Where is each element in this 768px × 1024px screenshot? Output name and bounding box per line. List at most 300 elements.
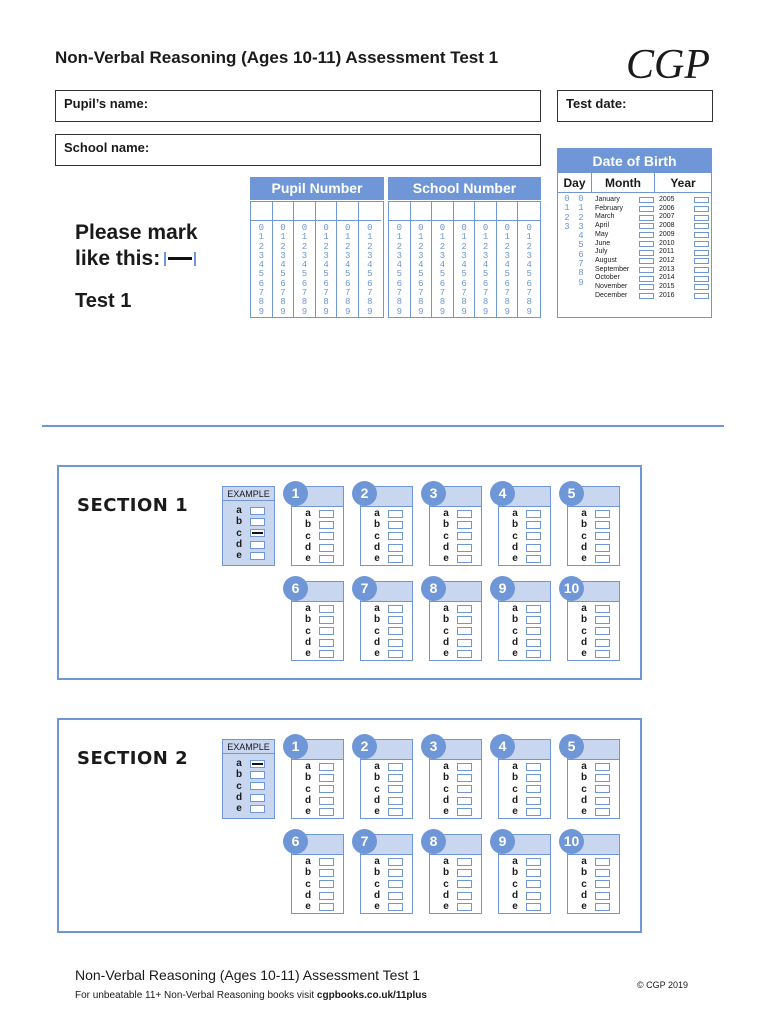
answer-option[interactable] xyxy=(499,603,550,614)
day-digit[interactable]: 9 xyxy=(578,277,584,288)
digit-option[interactable]: 0 xyxy=(396,223,402,233)
year-box[interactable] xyxy=(694,284,709,290)
answer-box[interactable] xyxy=(595,605,610,613)
digit-option[interactable]: 6 xyxy=(280,278,286,289)
answer-box[interactable] xyxy=(457,616,472,624)
digit-option[interactable]: 8 xyxy=(418,297,424,308)
digit-option[interactable]: 1 xyxy=(526,232,532,243)
dob-day-tens[interactable] xyxy=(560,195,574,288)
question-1[interactable] xyxy=(291,486,344,566)
answer-option[interactable] xyxy=(499,508,550,519)
digit-option[interactable]: 7 xyxy=(301,288,308,299)
answer-option[interactable] xyxy=(292,772,343,783)
answer-option[interactable] xyxy=(430,508,481,519)
answer-option[interactable] xyxy=(499,772,550,783)
answer-option[interactable] xyxy=(499,901,550,912)
answer-option[interactable] xyxy=(361,614,412,625)
digit-option[interactable]: 2 xyxy=(344,241,351,252)
test-date-field[interactable] xyxy=(557,90,713,122)
digit-option[interactable]: 5 xyxy=(418,269,424,280)
answer-box[interactable] xyxy=(319,627,334,635)
year-box[interactable] xyxy=(694,258,709,264)
question-9[interactable] xyxy=(498,581,551,661)
digit-option[interactable]: 0 xyxy=(344,223,351,233)
answer-box[interactable] xyxy=(388,555,403,563)
answer-option[interactable] xyxy=(430,637,481,648)
answer-box[interactable] xyxy=(319,510,334,518)
answer-options[interactable] xyxy=(499,760,550,817)
answer-box[interactable] xyxy=(319,605,334,613)
answer-options[interactable] xyxy=(361,760,412,817)
answer-box[interactable] xyxy=(526,774,541,782)
answer-options[interactable] xyxy=(499,602,550,659)
digit-option[interactable]: 3 xyxy=(301,250,308,261)
digit-option[interactable]: 3 xyxy=(396,250,402,261)
answer-option[interactable] xyxy=(430,519,481,530)
number-column[interactable] xyxy=(475,202,497,317)
number-write-box[interactable] xyxy=(475,202,496,221)
answer-option[interactable] xyxy=(499,542,550,553)
question-8[interactable] xyxy=(429,834,482,914)
digit-option[interactable]: 6 xyxy=(344,278,351,289)
day-digit[interactable]: 8 xyxy=(578,268,584,279)
digit-option[interactable]: 5 xyxy=(258,269,264,280)
digit-option[interactable]: 1 xyxy=(439,232,446,243)
pupil-name-field[interactable] xyxy=(55,90,541,122)
answer-options[interactable] xyxy=(292,507,343,564)
answer-option[interactable] xyxy=(292,542,343,553)
answer-option[interactable] xyxy=(499,784,550,795)
answer-box[interactable] xyxy=(388,510,403,518)
answer-box[interactable] xyxy=(526,639,541,647)
month-option[interactable] xyxy=(595,257,654,266)
answer-option[interactable] xyxy=(430,879,481,890)
month-option[interactable] xyxy=(595,292,654,301)
answer-option[interactable] xyxy=(430,856,481,867)
number-column[interactable] xyxy=(389,202,411,317)
number-write-box[interactable] xyxy=(316,202,337,221)
digit-option[interactable]: 3 xyxy=(323,250,329,261)
answer-option[interactable] xyxy=(361,879,412,890)
digit-option[interactable]: 3 xyxy=(280,250,286,261)
answer-box[interactable] xyxy=(319,650,334,658)
day-digit[interactable]: 3 xyxy=(578,221,584,232)
year-option[interactable] xyxy=(659,240,709,249)
answer-option[interactable] xyxy=(361,795,412,806)
answer-box[interactable] xyxy=(526,555,541,563)
answer-option[interactable] xyxy=(568,553,619,564)
answer-box[interactable] xyxy=(526,858,541,866)
digit-option[interactable]: 2 xyxy=(323,241,329,252)
digit-option[interactable]: 0 xyxy=(461,223,467,233)
digit-option[interactable]: 9 xyxy=(258,306,264,317)
year-option[interactable] xyxy=(659,283,709,292)
answer-box[interactable] xyxy=(319,808,334,816)
year-option[interactable] xyxy=(659,205,709,214)
digit-option[interactable]: 0 xyxy=(323,223,329,233)
digit-option[interactable]: 5 xyxy=(367,269,373,280)
answer-option[interactable] xyxy=(568,531,619,542)
digit-option[interactable]: 0 xyxy=(258,223,264,233)
answer-option[interactable] xyxy=(292,901,343,912)
number-write-box[interactable] xyxy=(337,202,358,221)
digit-option[interactable]: 5 xyxy=(439,269,446,280)
digit-option[interactable]: 1 xyxy=(367,232,373,243)
digit-option[interactable]: 4 xyxy=(258,260,264,271)
answer-box[interactable] xyxy=(526,605,541,613)
digit-option[interactable]: 4 xyxy=(482,260,489,271)
answer-option[interactable] xyxy=(361,890,412,901)
digit-option[interactable]: 5 xyxy=(482,269,489,280)
digit-option[interactable]: 9 xyxy=(439,306,446,317)
answer-box[interactable] xyxy=(457,650,472,658)
answer-box[interactable] xyxy=(457,880,472,888)
digit-option[interactable]: 1 xyxy=(482,232,489,243)
digit-option[interactable]: 7 xyxy=(504,288,510,299)
digit-option[interactable]: 5 xyxy=(344,269,351,280)
month-box[interactable] xyxy=(639,206,654,212)
answer-option[interactable] xyxy=(430,603,481,614)
answer-box[interactable] xyxy=(319,616,334,624)
answer-options[interactable] xyxy=(430,602,481,659)
answer-box[interactable] xyxy=(595,903,610,911)
digit-option[interactable]: 8 xyxy=(504,297,510,308)
digit-option[interactable]: 4 xyxy=(439,260,446,271)
digit-option[interactable]: 4 xyxy=(301,260,308,271)
month-box[interactable] xyxy=(639,276,654,282)
answer-box[interactable] xyxy=(526,785,541,793)
digit-option[interactable]: 7 xyxy=(344,288,351,299)
question-6[interactable] xyxy=(291,834,344,914)
answer-option[interactable] xyxy=(568,648,619,659)
answer-option[interactable] xyxy=(361,648,412,659)
answer-box[interactable] xyxy=(388,763,403,771)
digit-option[interactable]: 6 xyxy=(526,278,532,289)
answer-box[interactable] xyxy=(526,808,541,816)
digit-option[interactable]: 2 xyxy=(461,241,467,252)
answer-option[interactable] xyxy=(292,614,343,625)
answer-options[interactable] xyxy=(568,760,619,817)
answer-box[interactable] xyxy=(595,521,610,529)
answer-box[interactable] xyxy=(319,869,334,877)
answer-option[interactable] xyxy=(292,637,343,648)
digit-option[interactable]: 9 xyxy=(526,306,532,317)
question-8[interactable] xyxy=(429,581,482,661)
school-number-grid[interactable] xyxy=(388,201,541,318)
answer-box[interactable] xyxy=(319,774,334,782)
answer-option[interactable] xyxy=(292,879,343,890)
answer-option[interactable] xyxy=(568,626,619,637)
digit-option[interactable]: 2 xyxy=(301,241,308,252)
answer-option[interactable] xyxy=(568,508,619,519)
answer-option[interactable] xyxy=(499,856,550,867)
answer-option[interactable] xyxy=(361,542,412,553)
answer-box[interactable] xyxy=(457,532,472,540)
answer-box[interactable] xyxy=(595,544,610,552)
digit-option[interactable]: 4 xyxy=(367,260,373,271)
number-write-box[interactable] xyxy=(432,202,453,221)
month-box[interactable] xyxy=(639,241,654,247)
answer-box[interactable] xyxy=(388,880,403,888)
answer-option[interactable] xyxy=(361,519,412,530)
answer-option[interactable] xyxy=(499,879,550,890)
answer-box[interactable] xyxy=(388,650,403,658)
answer-box[interactable] xyxy=(457,521,472,529)
answer-box[interactable] xyxy=(595,639,610,647)
number-column[interactable] xyxy=(294,202,316,317)
number-write-box[interactable] xyxy=(411,202,432,221)
answer-box[interactable] xyxy=(595,532,610,540)
answer-box[interactable] xyxy=(595,627,610,635)
number-column[interactable] xyxy=(432,202,454,317)
number-column[interactable] xyxy=(497,202,519,317)
digit-option[interactable]: 8 xyxy=(367,297,373,308)
answer-option[interactable] xyxy=(361,761,412,772)
digit-option[interactable]: 1 xyxy=(258,232,264,243)
month-option[interactable] xyxy=(595,266,654,275)
digit-option[interactable]: 8 xyxy=(461,297,467,308)
question-7[interactable] xyxy=(360,834,413,914)
answer-option[interactable] xyxy=(568,856,619,867)
answer-option[interactable] xyxy=(430,614,481,625)
question-10[interactable] xyxy=(563,833,620,914)
answer-option[interactable] xyxy=(430,890,481,901)
answer-box[interactable] xyxy=(319,880,334,888)
answer-box[interactable] xyxy=(388,903,403,911)
answer-option[interactable] xyxy=(292,519,343,530)
answer-option[interactable] xyxy=(499,806,550,817)
year-box[interactable] xyxy=(694,241,709,247)
digit-option[interactable]: 3 xyxy=(418,250,424,261)
year-option[interactable] xyxy=(659,274,709,283)
digit-option[interactable]: 5 xyxy=(526,269,532,280)
digit-option[interactable]: 0 xyxy=(526,223,532,233)
answer-box[interactable] xyxy=(388,892,403,900)
digit-option[interactable]: 6 xyxy=(323,278,329,289)
answer-box[interactable] xyxy=(595,892,610,900)
day-digit[interactable]: 1 xyxy=(578,203,584,214)
number-column[interactable] xyxy=(251,202,273,317)
answer-box[interactable] xyxy=(595,650,610,658)
digit-option[interactable]: 7 xyxy=(482,288,489,299)
answer-option[interactable] xyxy=(292,648,343,659)
answer-box[interactable] xyxy=(595,880,610,888)
answer-box[interactable] xyxy=(595,869,610,877)
answer-box[interactable] xyxy=(457,858,472,866)
answer-box[interactable] xyxy=(595,763,610,771)
month-option[interactable] xyxy=(595,213,654,222)
month-option[interactable] xyxy=(595,196,654,205)
answer-box[interactable] xyxy=(319,763,334,771)
answer-options[interactable] xyxy=(292,760,343,817)
answer-option[interactable] xyxy=(430,761,481,772)
answer-option[interactable] xyxy=(499,553,550,564)
digit-option[interactable]: 8 xyxy=(396,297,402,308)
answer-box[interactable] xyxy=(457,555,472,563)
answer-option[interactable] xyxy=(568,867,619,878)
digit-option[interactable]: 6 xyxy=(439,278,446,289)
answer-option[interactable] xyxy=(430,553,481,564)
digit-option[interactable]: 8 xyxy=(280,297,286,308)
digit-option[interactable]: 7 xyxy=(280,288,286,299)
answer-option[interactable] xyxy=(568,542,619,553)
digit-option[interactable]: 5 xyxy=(280,269,286,280)
digit-option[interactable]: 1 xyxy=(280,232,286,243)
number-write-box[interactable] xyxy=(294,202,315,221)
answer-option[interactable] xyxy=(430,901,481,912)
year-box[interactable] xyxy=(694,197,709,203)
number-column[interactable] xyxy=(273,202,295,317)
answer-options[interactable] xyxy=(430,507,481,564)
digit-option[interactable]: 8 xyxy=(301,297,308,308)
number-write-box[interactable] xyxy=(359,202,381,221)
answer-box[interactable] xyxy=(526,616,541,624)
question-4[interactable] xyxy=(498,486,551,566)
answer-box[interactable] xyxy=(595,808,610,816)
month-box[interactable] xyxy=(639,232,654,238)
answer-option[interactable] xyxy=(361,553,412,564)
answer-box[interactable] xyxy=(388,627,403,635)
answer-option[interactable] xyxy=(568,637,619,648)
answer-option[interactable] xyxy=(292,867,343,878)
digit-option[interactable]: 4 xyxy=(461,260,467,271)
digit-option[interactable]: 5 xyxy=(396,269,402,280)
number-write-box[interactable] xyxy=(251,202,272,221)
answer-options[interactable] xyxy=(430,760,481,817)
answer-box[interactable] xyxy=(595,616,610,624)
answer-option[interactable] xyxy=(499,890,550,901)
digit-option[interactable]: 7 xyxy=(396,288,402,299)
answer-box[interactable] xyxy=(526,521,541,529)
answer-options[interactable] xyxy=(430,855,481,912)
answer-option[interactable] xyxy=(292,531,343,542)
answer-box[interactable] xyxy=(319,555,334,563)
pupil-number-grid[interactable] xyxy=(250,201,384,318)
question-10[interactable] xyxy=(563,580,620,661)
school-name-field[interactable] xyxy=(55,134,541,166)
answer-box[interactable] xyxy=(388,858,403,866)
question-2[interactable] xyxy=(360,739,413,819)
answer-box[interactable] xyxy=(526,869,541,877)
answer-option[interactable] xyxy=(292,553,343,564)
answer-box[interactable] xyxy=(526,903,541,911)
month-option[interactable] xyxy=(595,274,654,283)
digit-option[interactable]: 2 xyxy=(526,241,532,252)
question-6[interactable] xyxy=(291,581,344,661)
answer-options[interactable] xyxy=(361,855,412,912)
digit-option[interactable]: 1 xyxy=(504,232,510,243)
month-box[interactable] xyxy=(639,215,654,221)
answer-box[interactable] xyxy=(526,510,541,518)
digit-option[interactable]: 3 xyxy=(439,250,446,261)
digit-option[interactable]: 3 xyxy=(526,250,532,261)
answer-box[interactable] xyxy=(595,555,610,563)
question-5[interactable] xyxy=(567,739,620,819)
month-box[interactable] xyxy=(639,284,654,290)
answer-box[interactable] xyxy=(595,510,610,518)
year-box[interactable] xyxy=(694,293,709,299)
month-box[interactable] xyxy=(639,197,654,203)
answer-option[interactable] xyxy=(292,795,343,806)
digit-option[interactable]: 4 xyxy=(418,260,424,271)
month-box[interactable] xyxy=(639,267,654,273)
digit-option[interactable]: 2 xyxy=(396,241,402,252)
number-write-box[interactable] xyxy=(497,202,518,221)
digit-option[interactable]: 0 xyxy=(504,223,510,233)
year-option[interactable] xyxy=(659,257,709,266)
day-digit[interactable]: 6 xyxy=(578,249,584,260)
answer-option[interactable] xyxy=(361,784,412,795)
number-column[interactable] xyxy=(454,202,476,317)
day-digit[interactable]: 0 xyxy=(564,194,570,204)
year-box[interactable] xyxy=(694,267,709,273)
year-box[interactable] xyxy=(694,206,709,212)
number-column[interactable] xyxy=(411,202,433,317)
question-3[interactable] xyxy=(429,739,482,819)
answer-box[interactable] xyxy=(595,858,610,866)
answer-box[interactable] xyxy=(388,808,403,816)
answer-box[interactable] xyxy=(388,797,403,805)
day-digit[interactable]: 2 xyxy=(578,212,584,223)
digit-option[interactable]: 0 xyxy=(418,223,424,233)
answer-option[interactable] xyxy=(499,531,550,542)
answer-box[interactable] xyxy=(319,532,334,540)
year-box[interactable] xyxy=(694,250,709,256)
answer-option[interactable] xyxy=(430,772,481,783)
answer-box[interactable] xyxy=(457,510,472,518)
answer-box[interactable] xyxy=(457,903,472,911)
digit-option[interactable]: 2 xyxy=(280,241,286,252)
year-option[interactable] xyxy=(659,196,709,205)
month-box[interactable] xyxy=(639,250,654,256)
answer-option[interactable] xyxy=(568,772,619,783)
answer-option[interactable] xyxy=(499,614,550,625)
answer-option[interactable] xyxy=(568,901,619,912)
answer-box[interactable] xyxy=(526,532,541,540)
digit-option[interactable]: 6 xyxy=(504,278,510,289)
answer-option[interactable] xyxy=(361,531,412,542)
year-option[interactable] xyxy=(659,222,709,231)
answer-options[interactable] xyxy=(292,602,343,659)
answer-box[interactable] xyxy=(388,532,403,540)
question-4[interactable] xyxy=(498,739,551,819)
answer-options[interactable] xyxy=(568,855,619,912)
answer-option[interactable] xyxy=(292,761,343,772)
answer-box[interactable] xyxy=(319,639,334,647)
digit-option[interactable]: 9 xyxy=(280,306,286,317)
digit-option[interactable]: 6 xyxy=(258,278,264,289)
question-2[interactable] xyxy=(360,486,413,566)
digit-option[interactable]: 6 xyxy=(301,278,308,289)
answer-options[interactable] xyxy=(499,855,550,912)
answer-box[interactable] xyxy=(526,650,541,658)
year-option[interactable] xyxy=(659,292,709,301)
year-option[interactable] xyxy=(659,231,709,240)
digit-option[interactable]: 2 xyxy=(258,241,264,252)
number-write-box[interactable] xyxy=(518,202,540,221)
month-box[interactable] xyxy=(639,293,654,299)
digit-option[interactable]: 0 xyxy=(367,223,373,233)
digit-option[interactable]: 4 xyxy=(280,260,286,271)
answer-box[interactable] xyxy=(595,797,610,805)
day-digit[interactable]: 1 xyxy=(564,203,570,214)
footer-link[interactable]: cgpbooks.co.uk/11plus xyxy=(316,990,427,1001)
digit-option[interactable]: 1 xyxy=(418,232,424,243)
answer-box[interactable] xyxy=(319,858,334,866)
month-box[interactable] xyxy=(639,223,654,229)
digit-option[interactable]: 9 xyxy=(323,306,329,317)
digit-option[interactable]: 2 xyxy=(367,241,373,252)
